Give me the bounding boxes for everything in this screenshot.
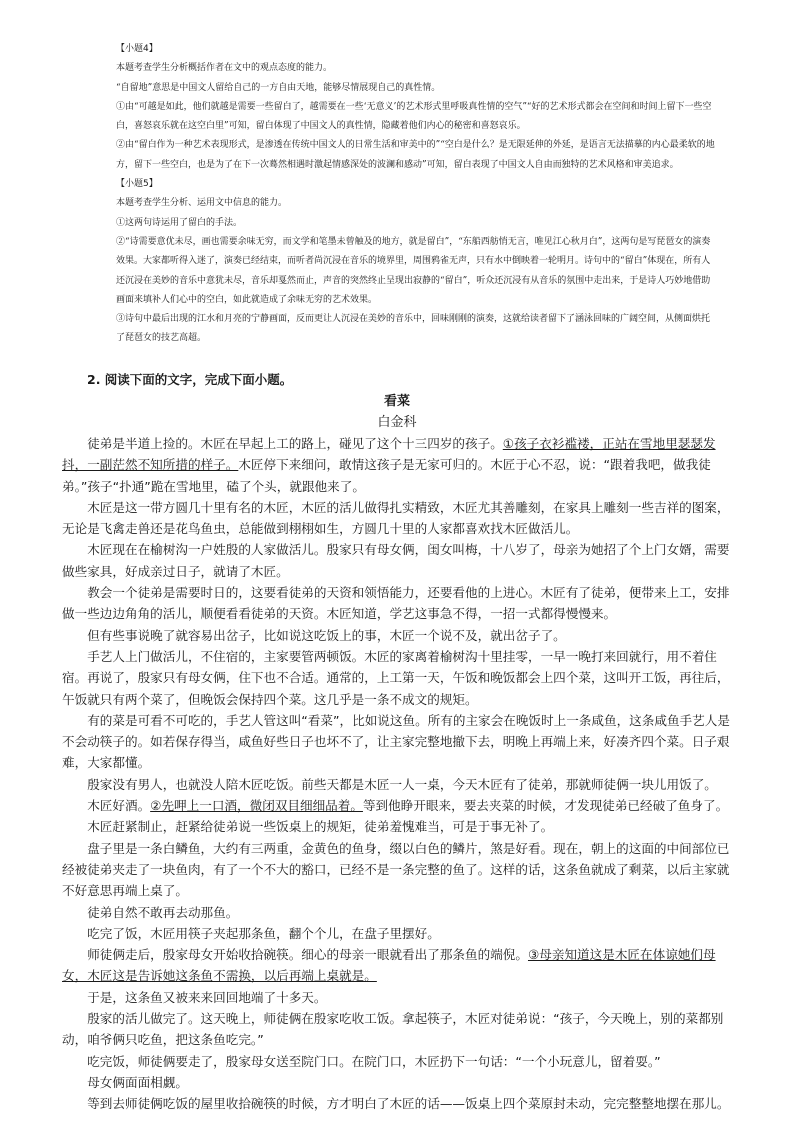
paragraph-7: 有的菜是可看不可吃的，手艺人管这叫“看菜”，比如说这鱼。所有的主家会在晚饭时上一条咸鱼，这条咸鱼手艺人是不会动筷子的。如若保存得当，咸鱼好些日子也坏不了，让主家完整地撤下去，明晚上再端上来，好凑齐四个菜。日子艰难，大家都懂。 <box>62 712 730 771</box>
q5-intro: 本题考查学生分析、运用文中信息的能力。 <box>116 198 288 209</box>
q4-intro: 本题考查学生分析概括作者在文中的观点态度的能力。 <box>116 63 333 74</box>
paragraph-18: 母女俩面面相觑。 <box>87 1074 188 1090</box>
paragraph-10: 木匠赶紧制止，赶紧给徒弟说一些饭桌上的规矩，徒弟羞愧难当，可是于事无补了。 <box>87 819 554 835</box>
paragraph-11: 盘子里是一条白鳞鱼，大约有三两重，金黄色的鱼身，缀以白色的鳞片，煞是好看。现在，朝上的这面的中间部位已经被徒弟夹走了一块鱼肉，有了一个不大的豁口，已经不是一条完整的鱼了。这样的话，这条鱼就成了剩菜，以后主家就不好意思再端上桌了。 <box>62 840 730 899</box>
paragraph-13: 吃完了饭，木匠用筷子夹起那条鱼，翻个个儿，在盘子里摆好。 <box>87 925 440 941</box>
q4-point-1: ①由“可越是如此，他们就越是需要一些留白了，越需要在一些‘无意义’的艺术形式里呼吸真性情的空气”“好的艺术形式都会在空间和时间上留下一些空白，喜怒哀乐就在这空白里”可知，留白体现了中国文人的真性情，隐藏着他们内心的秘密和喜怒哀乐。 <box>116 101 712 132</box>
passage-author: 白金科 <box>377 415 417 430</box>
paragraph-19: 等到去师徒俩吃饭的屋里收拾碗筷的时候，方才明白了木匠的话——饭桌上四个菜原封未动，完完整整地摆在那儿。 <box>87 1096 730 1112</box>
passage-body <box>62 433 734 1115</box>
q5-point-2: ②“诗需要意优未尽，画也需要余味无穷，而文学和笔墨未曾触及的地方，就是留白”，“东船西舫悄无言，唯见江心秋月白”，这两句是写琵琶女的演奏效果。大家都听得入迷了，演奏已经结束，而听者尚沉浸在音乐的境界里，周围鸦雀无声，只有水中倒映着一轮明月。诗句中的“留白”体现在，所有人还沉浸在美妙的音乐中意犹未尽，音乐却戛然而止，声音的突然终止呈现出寂静的“留白”，听众还沉浸有从音乐的氛围中走出来，于是诗人巧妙地借助画面来填补人们心中的空白，如此就造成了余味无穷的艺术效果。 <box>116 236 711 305</box>
q5-point-1: ①这两句诗运用了留白的手法。 <box>116 217 243 228</box>
q5-point-3: ③诗句中最后出现的江水和月亮的宁静画面，反而更让人沉浸在美妙的音乐中，回味刚刚的演奏，这就给读者留下了涵泳回味的广阔空间，从侧面烘托了琵琶女的技艺高超。 <box>116 314 711 344</box>
paragraph-3: 木匠现在在榆树沟一户姓殷的人家做活儿。殷家只有母女俩，闺女叫梅，十八岁了，母亲为她招了个上门女婿，需要做些家具，好成亲过日子，就请了木匠。 <box>62 542 730 579</box>
q4-label: 【小题4】 <box>116 44 158 54</box>
underlined-sentence-2: ②先呷上一口酒，微闭双目细细品着。 <box>150 798 363 814</box>
paragraph-8: 殷家没有男人，也就没人陪木匠吃饭。前些天都是木匠一人一桌，今天木匠有了徒弟，那就师徒俩一块儿用饭了。 <box>87 776 717 792</box>
paragraph-9: 木匠好酒。②先呷上一口酒，微闭双目细细品着。等到他睁开眼来，要去夹菜的时候，才发现徒弟已经破了鱼身了。 <box>87 798 729 814</box>
paragraph-5: 但有些事说晚了就容易出岔子，比如说这吃饭上的事，木匠一个说不及，就出岔子了。 <box>87 627 566 643</box>
paragraph-4: 教会一个徒弟是需要时日的，这要看徒弟的天资和领悟能力，还要看他的上进心。木匠有了徒弟，便带来上工，安排做一些边边角角的活儿，顺便看看徒弟的天资。木匠知道，学艺这事急不得，一招一式都得慢慢来。 <box>62 585 730 622</box>
underlined-sentence-3: ③母亲知道这是木匠在体谅她们母女，木匠这是告诉她这条鱼不需换，以后再端上桌就是。 <box>62 947 716 984</box>
underlined-sentence-1: ①孩子衣衫褴褛，正站在雪地里瑟瑟发抖，一副茫然不知所措的样子。 <box>62 436 716 473</box>
answer-key-section <box>116 40 716 349</box>
q4-point-2: ②由“留白作为一种艺术表现形式，是渗透在传统中国文人的日常生活和审美中的”“空白是什么？是无限延伸的外延，是语言无法描摹的内心最柔软的地方，留下一些空白，也是为了在下一次蓦然相遇时激起情感深处的波澜和感动”可知，留白表现了中国文人自由而独特的艺术风格和审美追求。 <box>116 140 715 170</box>
paragraph-14: 师徒俩走后，殷家母女开始收拾碗筷。细心的母亲一眼就看出了那条鱼的端倪。③母亲知道这是木匠在体谅她们母女，木匠这是告诉她这条鱼不需换，以后再端上桌就是。 <box>62 947 716 984</box>
paragraph-16: 殷家的活儿做完了。这天晚上，师徒俩在殷家吃收工饭。拿起筷子，木匠对徒弟说：“孩子，今天晚上，别的菜都别动，咱爷俩只吃鱼，把这条鱼吃完。” <box>62 1011 724 1048</box>
q4-line: “自留地”意思是中国文人留给自己的一方自由天地，能够尽情展现自己的真性情。 <box>116 82 441 93</box>
paragraph-17: 吃完饭，师徒俩要走了，殷家母女送至院门口。在院门口，木匠扔下一句话：“一个小玩意儿，留着耍。” <box>87 1053 661 1069</box>
question-heading: 2. 阅读下面的文字，完成下面小题。 <box>87 372 293 387</box>
paragraph-1: 徒弟是半道上捡的。木匠在早起上工的路上，碰见了这个十三四岁的孩子。①孩子衣衫褴褛，正站在雪地里瑟瑟发抖，一副茫然不知所措的样子。木匠停下来细问，敢情这孩子是无家可归的。木匠于心不忍，说：“跟着我吧，做我徒弟。”孩子“扑通”跪在雪地里，磕了个头，就跟他来了。 <box>62 436 716 494</box>
paragraph-15: 于是，这条鱼又被来来回回地端了十多天。 <box>87 989 327 1005</box>
q5-label: 【小题5】 <box>116 179 158 190</box>
passage-title: 看菜 <box>383 394 410 409</box>
paragraph-12: 徒弟自然不敢再去动那鱼。 <box>87 904 239 920</box>
paragraph-6: 手艺人上门做活儿，不住宿的，主家要管两顿饭。木匠的家离着榆树沟十里挂零，一早一晚打来回就行，用不着住宿。再说了，殷家只有母女俩，住下也不合适。通常的，上工第一天，午饭和晚饭都会上四个菜，这叫开工饭，再往后，午饭就只有两个菜了，但晚饭会保持四个菜。这几乎是一条不成文的规矩。 <box>62 648 730 707</box>
paragraph-2: 木匠是这一带方圆几十里有名的木匠，木匠的活儿做得扎实精致，木匠尤其善雕刻，在家具上雕刻一些吉祥的图案，无论是飞禽走兽还是花鸟鱼虫，总能做到栩栩如生，方圆几十里的人家都喜欢找木匠做活儿。 <box>62 499 730 537</box>
